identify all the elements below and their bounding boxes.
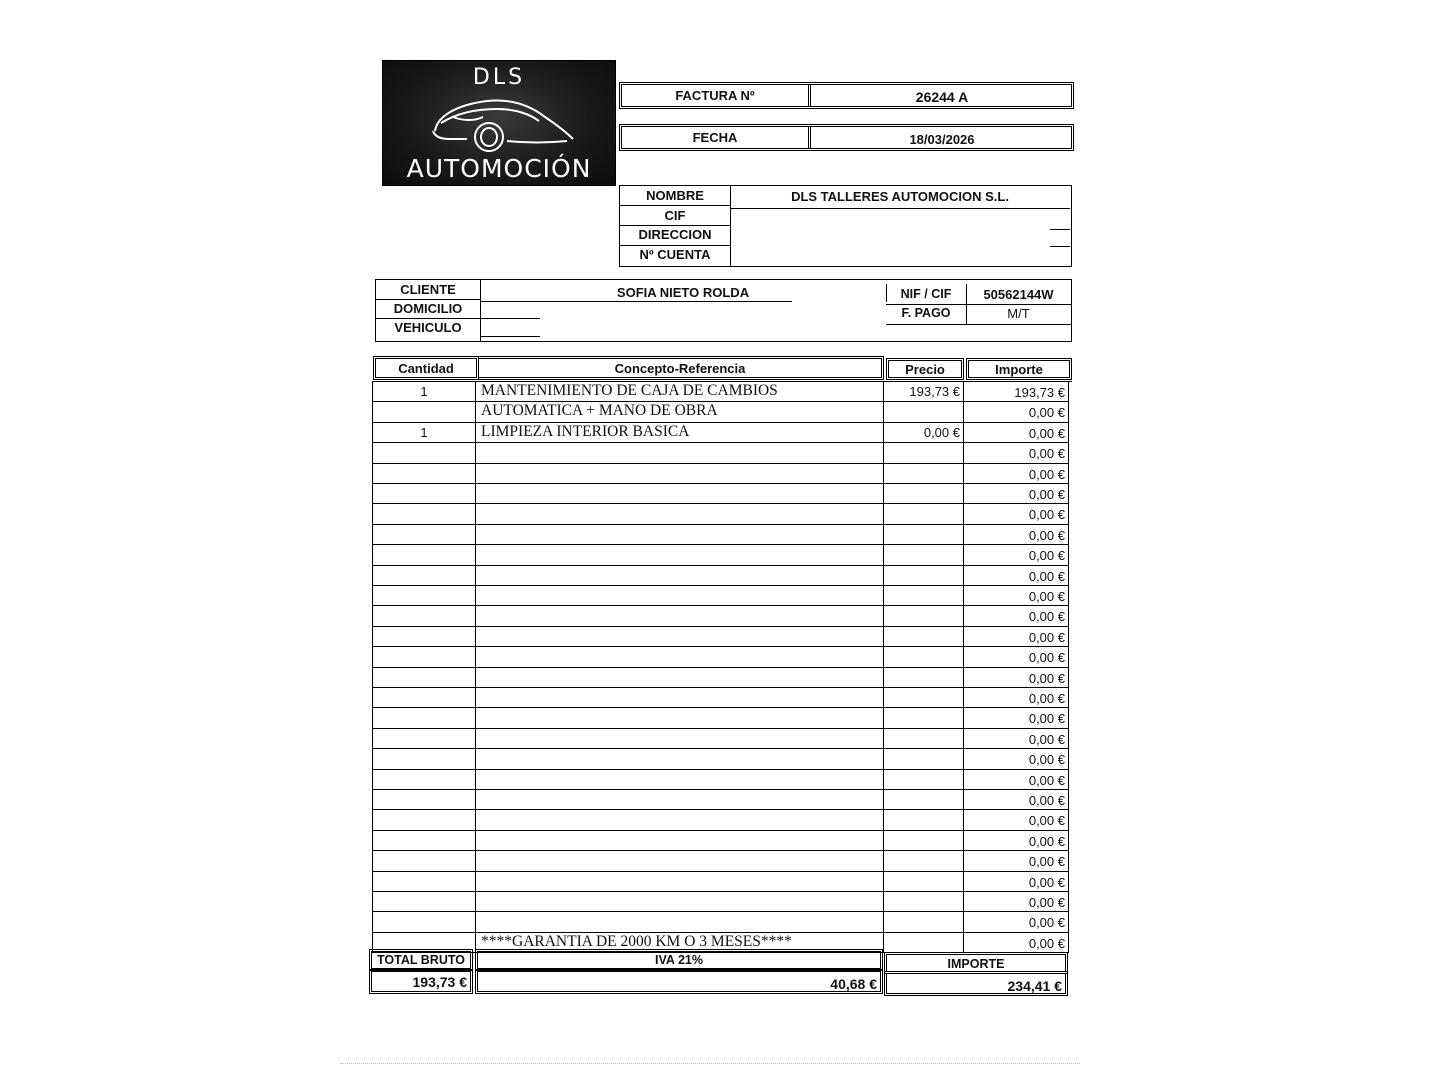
table-row bbox=[372, 382, 1069, 402]
table-row bbox=[372, 566, 1069, 586]
header-price: Precio bbox=[886, 358, 964, 380]
vat-value-box bbox=[475, 969, 883, 994]
table-row bbox=[372, 402, 1069, 422]
table-row bbox=[372, 708, 1069, 728]
payment-label: F. PAGO bbox=[901, 306, 951, 320]
row-amount: 0,00 € bbox=[964, 606, 1069, 625]
row-price bbox=[884, 464, 964, 483]
row-price bbox=[884, 872, 964, 891]
row-concept: ****GARANTIA DE 2000 KM O 3 MESES**** bbox=[476, 933, 884, 952]
total-value-box bbox=[884, 971, 1068, 996]
row-quantity bbox=[372, 525, 476, 544]
row-concept: AUTOMATICA + MANO DE OBRA bbox=[476, 402, 884, 421]
row-amount: 193,73 € bbox=[964, 382, 1069, 401]
nif-block bbox=[886, 284, 1071, 324]
row-quantity bbox=[372, 464, 476, 483]
row-amount: 0,00 € bbox=[964, 729, 1069, 748]
row-quantity bbox=[372, 912, 476, 931]
client-name-value: SOFIA NIETO ROLDA bbox=[616, 285, 750, 300]
table-row bbox=[372, 790, 1069, 810]
row-quantity bbox=[372, 627, 476, 646]
table-row bbox=[372, 810, 1069, 830]
logo-brand-bottom: AUTOMOCIÓN bbox=[406, 154, 592, 183]
row-price bbox=[884, 688, 964, 707]
invoice-number-value: 26244 A bbox=[915, 89, 969, 105]
row-concept bbox=[476, 770, 884, 789]
row-concept bbox=[476, 810, 884, 829]
row-price bbox=[884, 790, 964, 809]
table-row bbox=[372, 423, 1069, 443]
row-quantity bbox=[372, 708, 476, 727]
row-quantity bbox=[372, 851, 476, 870]
nif-value: 50562144W bbox=[983, 287, 1054, 302]
row-price bbox=[884, 545, 964, 564]
row-quantity bbox=[372, 668, 476, 687]
client-vehicle-label: VEHICULO bbox=[394, 320, 462, 335]
items-body bbox=[372, 381, 1072, 951]
row-quantity bbox=[372, 484, 476, 503]
row-quantity bbox=[372, 545, 476, 564]
invoice-number-row bbox=[619, 82, 1074, 109]
scan-edge-line bbox=[340, 1063, 1080, 1064]
row-price bbox=[884, 851, 964, 870]
invoice-number-label: FACTURA Nº bbox=[675, 88, 755, 103]
header-amount: Importe bbox=[966, 358, 1072, 380]
vat-value: 40,68 € bbox=[830, 976, 877, 992]
row-concept bbox=[476, 912, 884, 931]
row-price bbox=[884, 627, 964, 646]
table-row bbox=[372, 606, 1069, 626]
row-concept bbox=[476, 545, 884, 564]
company-logo bbox=[382, 60, 616, 186]
row-price bbox=[884, 647, 964, 666]
total-gross-label: TOTAL BRUTO bbox=[377, 953, 465, 967]
row-quantity bbox=[372, 688, 476, 707]
row-amount: 0,00 € bbox=[964, 688, 1069, 707]
table-row bbox=[372, 525, 1069, 545]
row-amount: 0,00 € bbox=[964, 484, 1069, 503]
row-price bbox=[884, 770, 964, 789]
row-concept bbox=[476, 851, 884, 870]
row-amount: 0,00 € bbox=[964, 464, 1069, 483]
row-price bbox=[884, 606, 964, 625]
table-row bbox=[372, 892, 1069, 912]
company-address-label: DIRECCION bbox=[638, 227, 712, 242]
company-label-column bbox=[620, 186, 731, 266]
client-block bbox=[375, 279, 1072, 342]
table-row bbox=[372, 484, 1069, 504]
row-amount: 0,00 € bbox=[964, 749, 1069, 768]
row-concept bbox=[476, 688, 884, 707]
row-amount: 0,00 € bbox=[964, 912, 1069, 931]
row-quantity bbox=[372, 443, 476, 462]
row-concept bbox=[476, 586, 884, 605]
row-price bbox=[884, 586, 964, 605]
row-concept: MANTENIMIENTO DE CAJA DE CAMBIOS bbox=[476, 382, 884, 401]
row-concept bbox=[476, 566, 884, 585]
row-amount: 0,00 € bbox=[964, 668, 1069, 687]
row-amount: 0,00 € bbox=[964, 443, 1069, 462]
invoice-date-row bbox=[619, 124, 1074, 151]
row-amount: 0,00 € bbox=[964, 647, 1069, 666]
row-price bbox=[884, 668, 964, 687]
row-quantity bbox=[372, 504, 476, 523]
row-price bbox=[884, 504, 964, 523]
table-row bbox=[372, 647, 1069, 667]
row-price bbox=[884, 729, 964, 748]
row-amount: 0,00 € bbox=[964, 851, 1069, 870]
row-amount: 0,00 € bbox=[964, 770, 1069, 789]
row-quantity bbox=[372, 770, 476, 789]
row-price bbox=[884, 810, 964, 829]
car-silhouette-icon bbox=[427, 91, 577, 155]
row-amount: 0,00 € bbox=[964, 504, 1069, 523]
row-amount: 0,00 € bbox=[964, 525, 1069, 544]
row-price bbox=[884, 912, 964, 931]
row-price bbox=[884, 566, 964, 585]
row-price bbox=[884, 402, 964, 421]
row-quantity bbox=[372, 606, 476, 625]
client-label-column bbox=[376, 280, 481, 341]
row-quantity bbox=[372, 729, 476, 748]
row-amount: 0,00 € bbox=[964, 566, 1069, 585]
table-row bbox=[372, 443, 1069, 463]
vat-label: IVA 21% bbox=[655, 953, 703, 967]
row-price bbox=[884, 443, 964, 462]
totals-block bbox=[369, 949, 1069, 997]
row-concept bbox=[476, 464, 884, 483]
header-quantity: Cantidad bbox=[373, 356, 479, 380]
row-quantity bbox=[372, 749, 476, 768]
total-gross-value-box bbox=[369, 969, 473, 994]
row-quantity: 1 bbox=[372, 423, 476, 442]
row-amount: 0,00 € bbox=[964, 810, 1069, 829]
table-row bbox=[372, 464, 1069, 484]
table-row bbox=[372, 545, 1069, 565]
row-price bbox=[884, 831, 964, 850]
client-address-label: DOMICILIO bbox=[393, 301, 463, 316]
row-price bbox=[884, 484, 964, 503]
company-name-label: NOMBRE bbox=[646, 188, 704, 203]
row-amount: 0,00 € bbox=[964, 933, 1069, 952]
row-quantity bbox=[372, 810, 476, 829]
invoice-date-value: 18/03/2026 bbox=[909, 132, 975, 147]
company-cif-label: CIF bbox=[664, 208, 686, 223]
nif-label: NIF / CIF bbox=[900, 287, 952, 301]
total-label: IMPORTE bbox=[947, 957, 1005, 971]
row-amount: 0,00 € bbox=[964, 872, 1069, 891]
table-row bbox=[372, 668, 1069, 688]
row-concept bbox=[476, 443, 884, 462]
row-price bbox=[884, 525, 964, 544]
row-concept bbox=[476, 627, 884, 646]
company-block bbox=[619, 185, 1072, 267]
table-row bbox=[372, 831, 1069, 851]
row-price: 0,00 € bbox=[884, 423, 964, 442]
table-row bbox=[372, 912, 1069, 932]
row-quantity bbox=[372, 647, 476, 666]
company-account-label: Nº CUENTA bbox=[639, 247, 711, 262]
row-amount: 0,00 € bbox=[964, 545, 1069, 564]
table-row bbox=[372, 627, 1069, 647]
row-concept bbox=[476, 790, 884, 809]
row-quantity bbox=[372, 402, 476, 421]
row-concept bbox=[476, 525, 884, 544]
payment-value: M/T bbox=[1007, 306, 1030, 321]
row-price: 193,73 € bbox=[884, 382, 964, 401]
row-concept bbox=[476, 484, 884, 503]
client-name-label: CLIENTE bbox=[400, 282, 456, 297]
row-concept bbox=[476, 892, 884, 911]
row-concept bbox=[476, 729, 884, 748]
table-row bbox=[372, 851, 1069, 871]
row-concept: LIMPIEZA INTERIOR BASICA bbox=[476, 423, 884, 442]
total-value: 234,41 € bbox=[1007, 978, 1062, 994]
table-row bbox=[372, 688, 1069, 708]
row-quantity bbox=[372, 586, 476, 605]
table-row bbox=[372, 729, 1069, 749]
row-concept bbox=[476, 708, 884, 727]
row-concept bbox=[476, 872, 884, 891]
row-price bbox=[884, 749, 964, 768]
invoice-date-label: FECHA bbox=[692, 130, 738, 145]
row-amount: 0,00 € bbox=[964, 423, 1069, 442]
table-row bbox=[372, 504, 1069, 524]
row-concept bbox=[476, 647, 884, 666]
items-header bbox=[372, 356, 1072, 380]
table-row bbox=[372, 872, 1069, 892]
row-concept bbox=[476, 606, 884, 625]
table-row bbox=[372, 770, 1069, 790]
row-quantity bbox=[372, 872, 476, 891]
header-concept: Concepto-Referencia bbox=[479, 356, 884, 380]
row-quantity bbox=[372, 892, 476, 911]
row-concept bbox=[476, 504, 884, 523]
vat-label-box bbox=[475, 949, 883, 971]
row-price bbox=[884, 892, 964, 911]
logo-brand-top: DLS bbox=[472, 65, 526, 90]
row-amount: 0,00 € bbox=[964, 892, 1069, 911]
row-amount: 0,00 € bbox=[964, 708, 1069, 727]
row-amount: 0,00 € bbox=[964, 586, 1069, 605]
table-row bbox=[372, 586, 1069, 606]
row-amount: 0,00 € bbox=[964, 831, 1069, 850]
row-quantity bbox=[372, 566, 476, 585]
row-amount: 0,00 € bbox=[964, 402, 1069, 421]
row-quantity bbox=[372, 831, 476, 850]
row-quantity: 1 bbox=[372, 382, 476, 401]
total-gross-label-box bbox=[369, 949, 473, 971]
total-gross-value: 193,73 € bbox=[412, 974, 467, 990]
company-name-value: DLS TALLERES AUTOMOCION S.L. bbox=[791, 189, 1009, 204]
row-amount: 0,00 € bbox=[964, 790, 1069, 809]
row-price bbox=[884, 708, 964, 727]
table-row bbox=[372, 749, 1069, 769]
row-amount: 0,00 € bbox=[964, 627, 1069, 646]
row-concept bbox=[476, 749, 884, 768]
row-concept bbox=[476, 831, 884, 850]
row-quantity bbox=[372, 790, 476, 809]
row-concept bbox=[476, 668, 884, 687]
